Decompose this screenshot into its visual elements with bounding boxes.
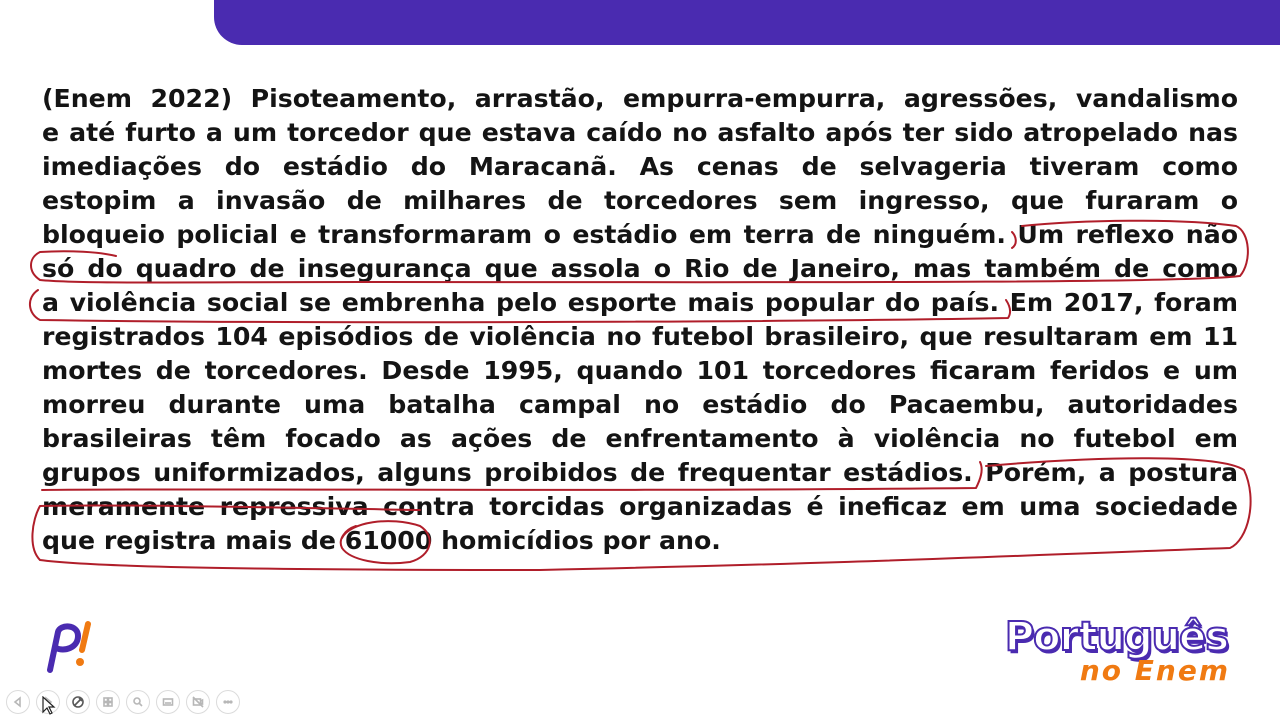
subtitles-icon bbox=[162, 696, 174, 708]
passage-line: e até furto a um torcedor que estava caído no asfalto após ter sido atropelado nas bbox=[42, 118, 1238, 147]
passage-line: imediações do estádio do Maracanã. As cenas de selvageria tiveram como bbox=[42, 152, 1238, 181]
subtitles-button[interactable] bbox=[156, 690, 180, 714]
previous-slide-button[interactable] bbox=[6, 690, 30, 714]
passage-line: brasileiras têm focado as ações de enfrentamento à violência no futebol em bbox=[42, 424, 1238, 453]
p-exclamation-logo-icon bbox=[40, 618, 100, 674]
camera-button[interactable] bbox=[186, 690, 210, 714]
passage-line: morreu durante uma batalha campal no estádio do Pacaembu, autoridades bbox=[42, 390, 1238, 419]
brand-title: Português bbox=[1004, 614, 1228, 660]
more-options-button[interactable] bbox=[216, 690, 240, 714]
passage-line: bloqueio policial e transformaram o estádio em terra de ninguém. Um reflexo não bbox=[42, 220, 1238, 249]
passage-line: grupos uniformizados, alguns proibidos de frequentar estádios. Porém, a postura bbox=[42, 458, 1238, 487]
passage-line: registrados 104 episódios de violência no futebol brasileiro, que resultaram em 11 bbox=[42, 322, 1238, 351]
passage-line: só do quadro de insegurança que assola o Rio de Janeiro, mas também de como bbox=[42, 254, 1238, 283]
header-banner bbox=[214, 0, 1280, 45]
brand-subtitle: no Enem bbox=[1079, 654, 1230, 687]
previous-slide-icon bbox=[12, 696, 24, 708]
passage-line: a violência social se embrenha pelo esporte mais popular do país. Em 2017, foram bbox=[42, 288, 1238, 317]
passage-line: estopim a invasão de milhares de torcedores sem ingresso, que furaram o bbox=[42, 186, 1238, 215]
logo-mark bbox=[40, 618, 100, 674]
brand-logo bbox=[990, 614, 1240, 692]
more-options-icon bbox=[222, 696, 234, 708]
passage-line: que registra mais de 61000 homicídios por ano. bbox=[42, 526, 721, 555]
pen-icon bbox=[72, 696, 84, 708]
slides-grid-icon bbox=[102, 696, 114, 708]
zoom-icon bbox=[132, 696, 144, 708]
exam-passage bbox=[42, 82, 1238, 572]
passage-line: meramente repressiva contra torcidas organizadas é ineficaz em uma sociedade bbox=[42, 492, 1238, 521]
zoom-button[interactable] bbox=[126, 690, 150, 714]
camera-off-icon bbox=[192, 696, 204, 708]
passage-line: (Enem 2022) Pisoteamento, arrastão, empurra-empurra, agressões, vandalismo bbox=[42, 84, 1238, 113]
pen-button[interactable] bbox=[66, 690, 90, 714]
mouse-cursor-icon bbox=[42, 696, 56, 716]
passage-line: mortes de torcedores. Desde 1995, quando 101 torcedores ficaram feridos e um bbox=[42, 356, 1238, 385]
slides-grid-button[interactable] bbox=[96, 690, 120, 714]
